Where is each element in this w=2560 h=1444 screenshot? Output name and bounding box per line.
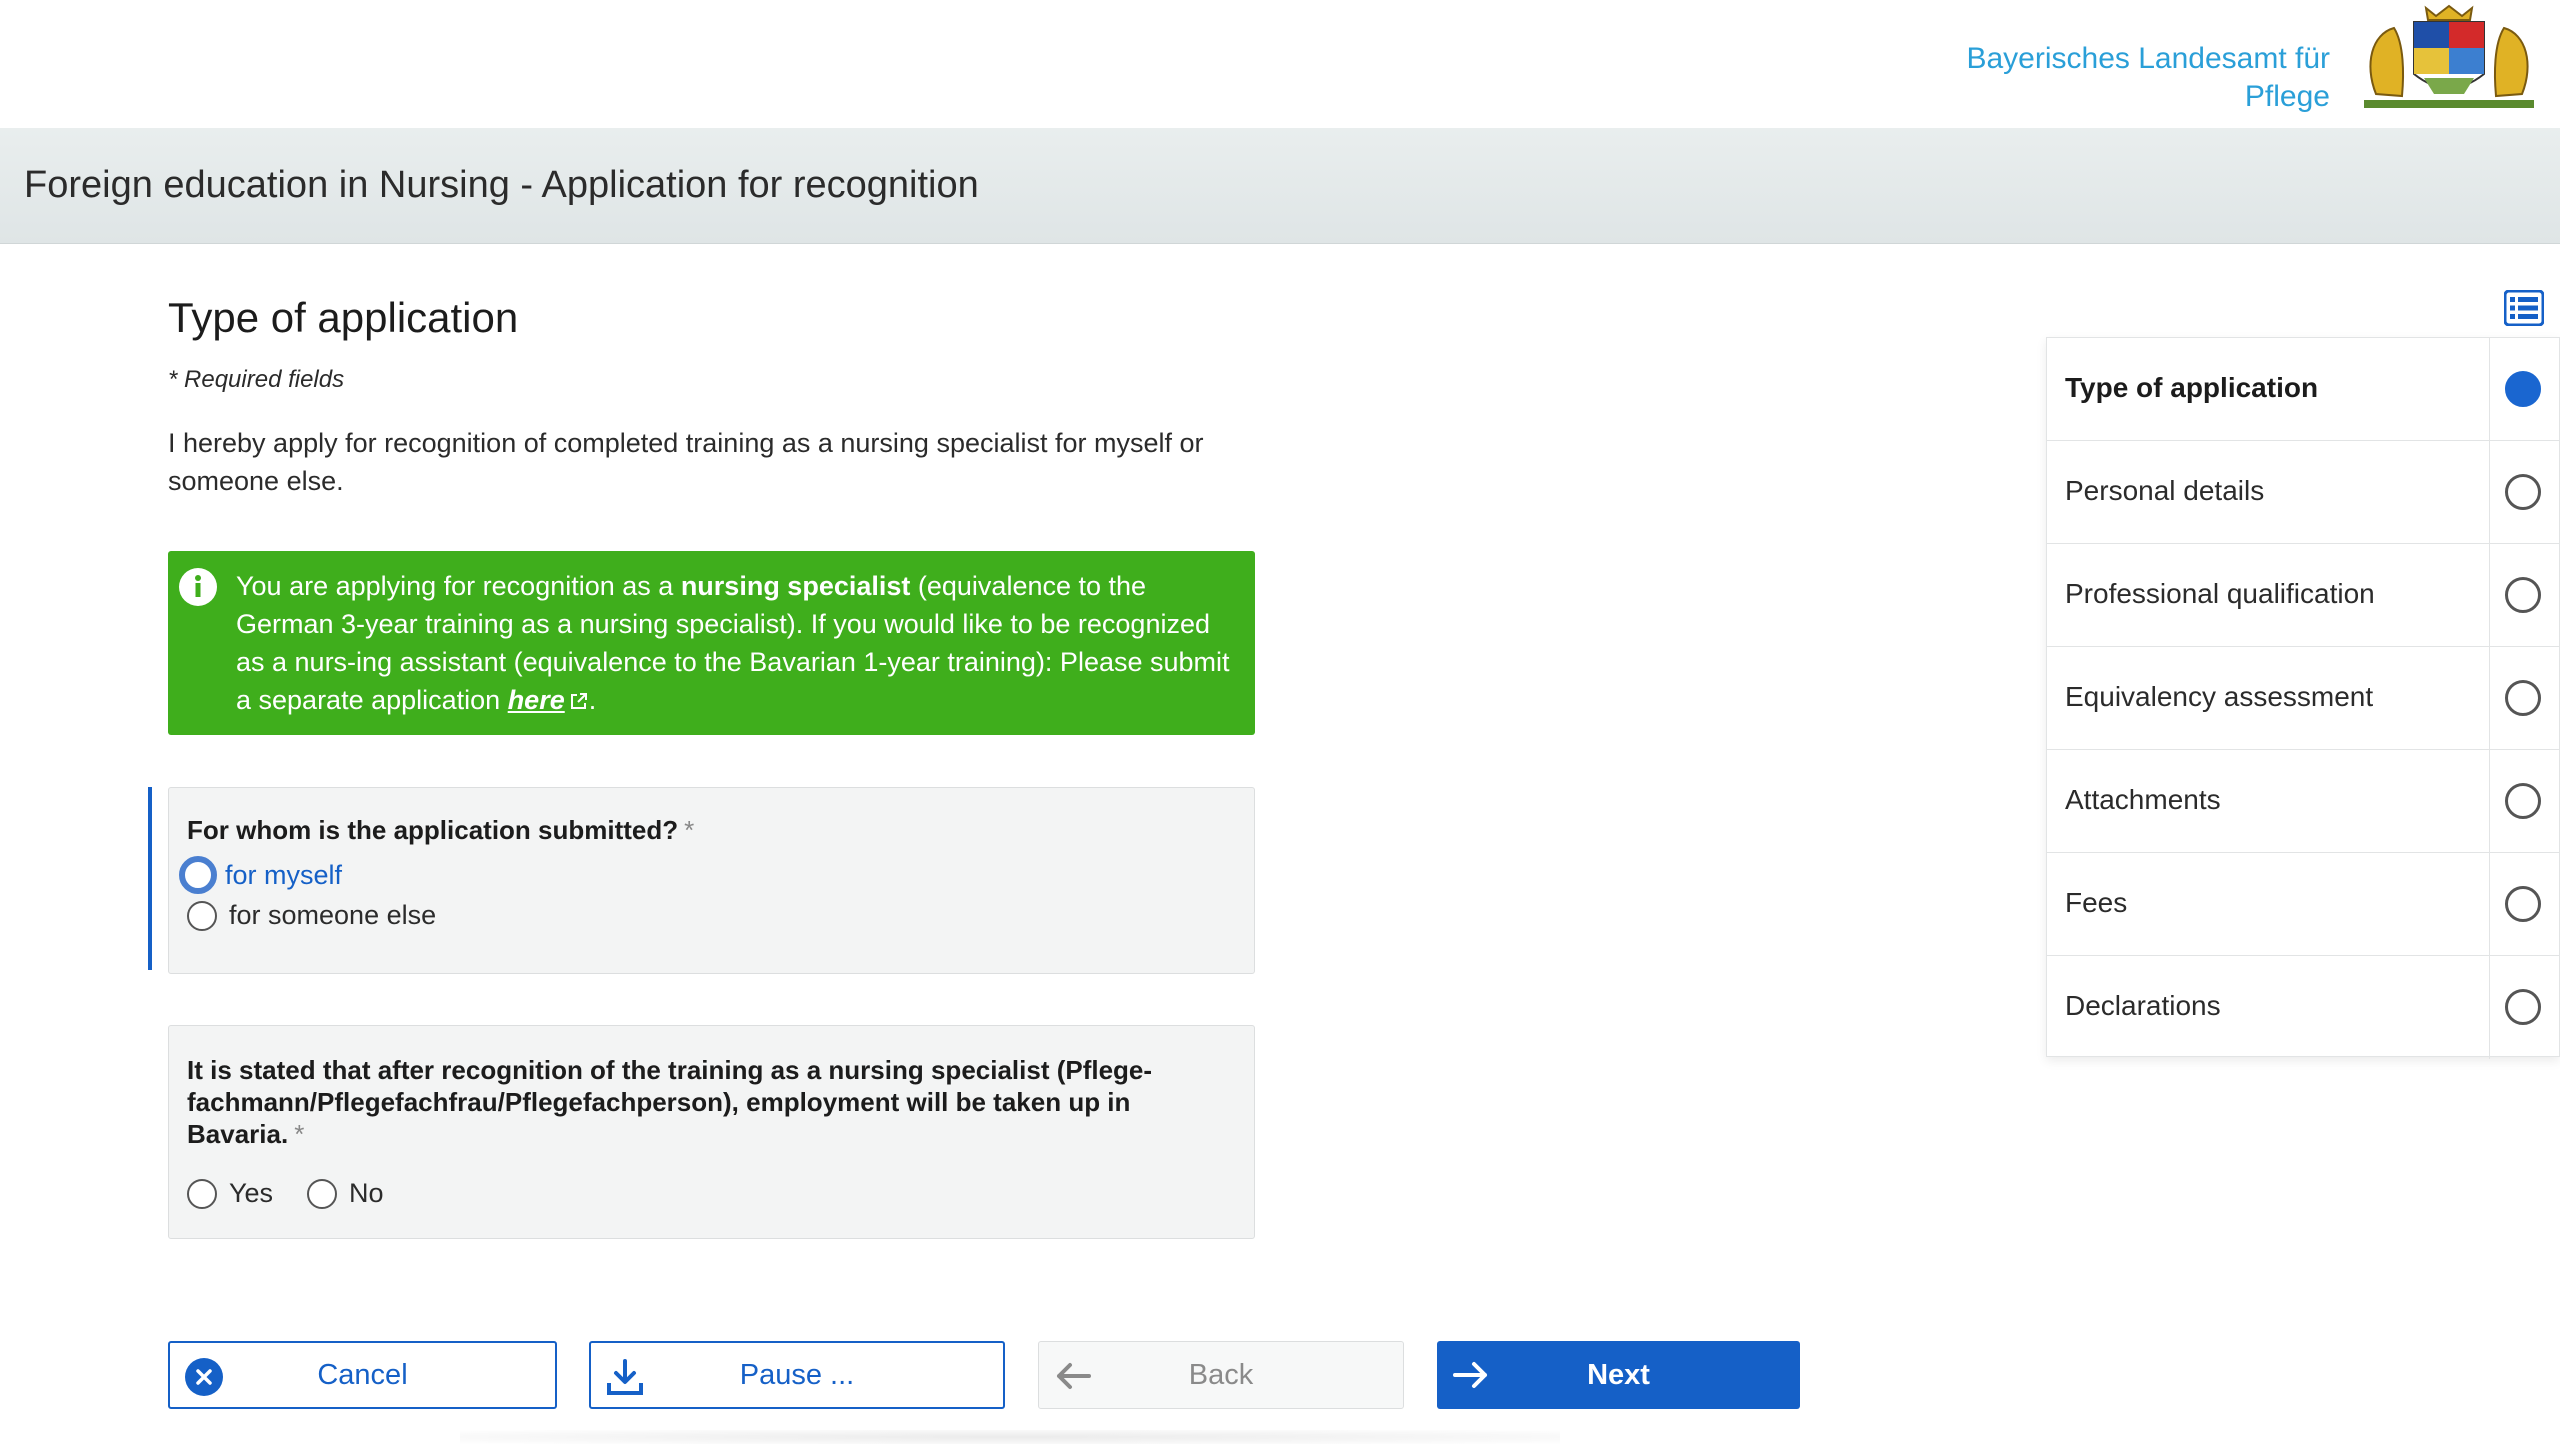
info-text-part1: You are applying for recognition as a bbox=[236, 571, 681, 601]
next-label: Next bbox=[1587, 1358, 1650, 1391]
step-divider bbox=[2489, 544, 2490, 647]
radio-for-myself[interactable] bbox=[183, 856, 342, 894]
footer-shadow bbox=[460, 1430, 1560, 1444]
step-label: Professional qualification bbox=[2065, 578, 2375, 609]
authority-line1: Bayerisches Landesamt für bbox=[1966, 42, 2330, 75]
step-equivalency-assessment[interactable] bbox=[2047, 647, 2560, 750]
question-applicant-label bbox=[187, 814, 694, 846]
authority-line2: Pflege bbox=[2244, 80, 2330, 113]
radio-button[interactable] bbox=[187, 1179, 217, 1209]
step-label: Equivalency assessment bbox=[2065, 681, 2374, 712]
section-title: Type of application bbox=[168, 294, 519, 341]
radio-label: Yes bbox=[229, 1178, 274, 1208]
step-label: Type of application bbox=[2065, 372, 2319, 403]
pause-button[interactable] bbox=[589, 1341, 1005, 1409]
radio-no[interactable] bbox=[307, 1178, 384, 1209]
cancel-icon bbox=[184, 1357, 224, 1397]
radio-button[interactable] bbox=[179, 856, 217, 894]
next-button[interactable] bbox=[1437, 1341, 1800, 1409]
external-link-icon bbox=[569, 691, 589, 711]
step-status-dot bbox=[2505, 474, 2541, 510]
step-status-dot bbox=[2505, 989, 2541, 1025]
step-attachments[interactable] bbox=[2047, 750, 2560, 853]
question-employment-line1: It is stated that after recognition of the training as a nursing specialist (Pflege- bbox=[187, 1055, 1153, 1085]
step-label: Fees bbox=[2065, 887, 2128, 918]
here-link[interactable]: here bbox=[507, 685, 565, 715]
radio-button[interactable] bbox=[187, 901, 217, 931]
question-employment bbox=[168, 1025, 1255, 1239]
radio-yes[interactable] bbox=[187, 1178, 273, 1209]
step-declarations[interactable] bbox=[2047, 956, 2560, 1059]
step-type-of-application[interactable] bbox=[2047, 338, 2560, 441]
step-label: Declarations bbox=[2065, 990, 2221, 1021]
cancel-label: Cancel bbox=[317, 1358, 408, 1391]
step-status-dot bbox=[2505, 680, 2541, 716]
step-status-dot bbox=[2505, 577, 2541, 613]
info-icon bbox=[178, 567, 218, 607]
info-text-part2: (equivalence to the German 3-year training as a nursing specialist). If you would like to be recognized as a nurs-ing assistant (equivalence to the Bavarian 1-year training): Please submit a separate application bbox=[236, 571, 1230, 715]
arrow-left-icon bbox=[1053, 1356, 1093, 1396]
cancel-button[interactable] bbox=[168, 1341, 557, 1409]
info-text-part3: . bbox=[588, 685, 597, 715]
coat-of-arms-logo bbox=[2364, 4, 2534, 112]
required-fields-note bbox=[168, 366, 344, 394]
authority-name bbox=[1966, 40, 2330, 116]
step-divider bbox=[2489, 647, 2490, 750]
question-applicant-text: For whom is the application submitted? bbox=[187, 815, 679, 845]
info-notice bbox=[168, 551, 1255, 735]
page-title: Foreign education in Nursing - Application for recognition bbox=[24, 164, 979, 206]
radio-label: No bbox=[349, 1178, 384, 1208]
radio-for-someone-else[interactable] bbox=[187, 900, 436, 931]
arrow-right-icon bbox=[1451, 1355, 1491, 1395]
step-personal-details[interactable] bbox=[2047, 441, 2560, 544]
back-button[interactable] bbox=[1038, 1341, 1404, 1409]
download-icon bbox=[605, 1357, 645, 1397]
required-star: * bbox=[294, 1119, 305, 1149]
step-divider bbox=[2489, 338, 2490, 441]
top-header bbox=[0, 0, 2560, 128]
focus-indicator bbox=[148, 787, 152, 970]
intro-text: I hereby apply for recognition of completed training as a nursing specialist for myself or someone else. bbox=[168, 428, 1204, 496]
step-status-dot bbox=[2505, 783, 2541, 819]
pause-label: Pause ... bbox=[739, 1358, 855, 1391]
step-divider bbox=[2489, 441, 2490, 544]
step-divider bbox=[2489, 853, 2490, 956]
info-text-bold: nursing specialist bbox=[680, 571, 911, 601]
step-status-dot bbox=[2505, 371, 2541, 407]
step-navigation bbox=[2046, 337, 2560, 1057]
step-label: Personal details bbox=[2065, 475, 2265, 506]
step-label: Attachments bbox=[2065, 784, 2221, 815]
step-divider bbox=[2489, 956, 2490, 1059]
radio-button[interactable] bbox=[307, 1179, 337, 1209]
step-status-dot bbox=[2505, 886, 2541, 922]
question-employment-line3: Bavaria. bbox=[187, 1119, 289, 1149]
required-note-text: Required fields bbox=[184, 366, 345, 393]
question-applicant bbox=[168, 787, 1255, 974]
question-employment-line2: fachmann/Pflegefachfrau/Pflegefachperson), employment will be taken up in bbox=[187, 1087, 1131, 1117]
list-icon[interactable] bbox=[2504, 290, 2544, 326]
question-employment-label bbox=[187, 1054, 1227, 1150]
required-star: * bbox=[168, 366, 178, 393]
required-star: * bbox=[684, 815, 695, 845]
info-text bbox=[236, 567, 1236, 719]
title-bar bbox=[0, 128, 2560, 244]
step-fees[interactable] bbox=[2047, 853, 2560, 956]
radio-label: for myself bbox=[225, 859, 343, 890]
radio-label: for someone else bbox=[229, 900, 437, 930]
back-label: Back bbox=[1188, 1358, 1254, 1391]
step-divider bbox=[2489, 750, 2490, 853]
step-professional-qualification[interactable] bbox=[2047, 544, 2560, 647]
